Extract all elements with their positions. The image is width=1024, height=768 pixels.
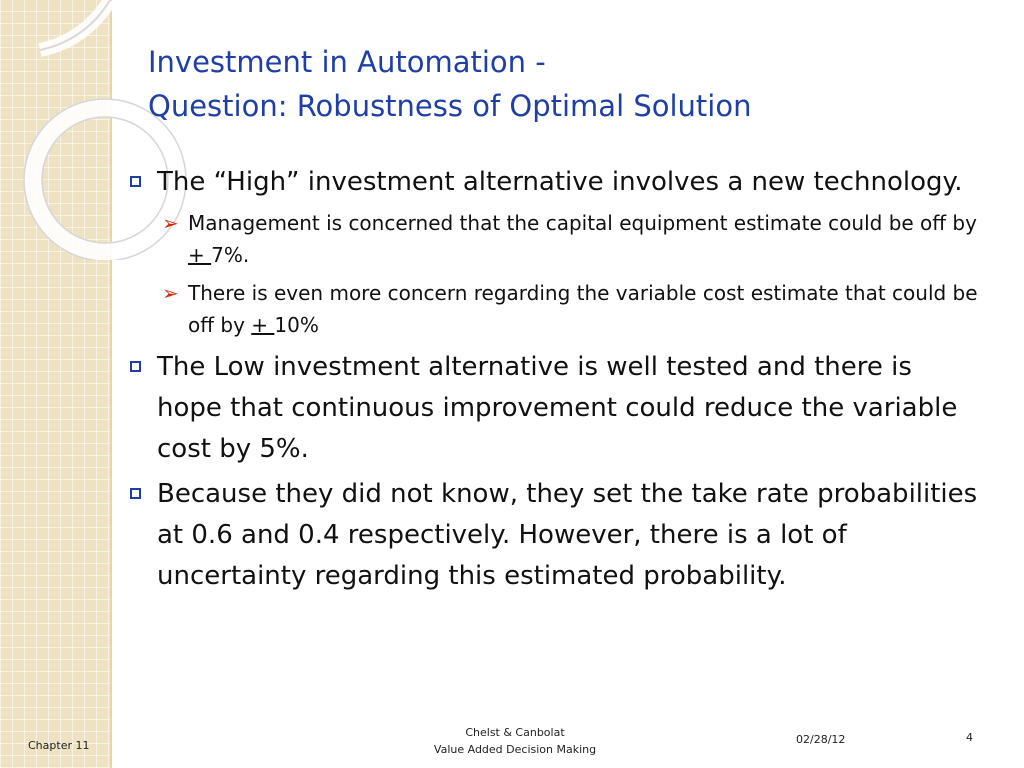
- plus-minus-underline: +: [188, 243, 212, 267]
- sub-bullet-1-value: 7%.: [211, 243, 250, 267]
- bullet-1: [122, 162, 982, 203]
- sub-bullet-2-value: 10%: [274, 313, 319, 337]
- slide-title-line-2: Question: Robustness of Optimal Solution: [148, 89, 752, 123]
- footer-date: 02/28/12: [796, 733, 846, 746]
- arrow-bullet-icon: ➢: [162, 281, 179, 305]
- arrow-bullet-icon: ➢: [162, 211, 179, 235]
- square-bullet-icon: [130, 176, 141, 187]
- bullet-1-text: The “High” investment alternative involves a new technology.: [157, 167, 963, 197]
- bullet-2-text: The Low investment alternative is well tested and there is hope that continuous improvement could reduce the variable cost by 5%.: [157, 352, 958, 464]
- bullet-2: [122, 347, 982, 470]
- slide-number: 4: [966, 731, 973, 744]
- slide-content: [122, 162, 982, 601]
- slide-title-line-1: Investment in Automation -: [148, 45, 546, 79]
- sub-bullet-1: [122, 207, 982, 271]
- footer-authors: Chelst & Canbolat: [465, 726, 565, 739]
- sub-bullet-2: [122, 277, 982, 341]
- sub-bullet-1-text: Management is concerned that the capital equipment estimate could be off by: [188, 211, 977, 235]
- bullet-3: [122, 474, 982, 597]
- square-bullet-icon: [130, 488, 141, 499]
- slide-title: [148, 40, 1008, 128]
- footer-book: Value Added Decision Making: [433, 743, 597, 756]
- footer-center: [410, 724, 620, 758]
- sub-bullet-2-text: There is even more concern regarding the variable cost estimate that could be off by: [188, 281, 978, 337]
- square-bullet-icon: [130, 361, 141, 372]
- plus-minus-underline: +: [251, 313, 275, 337]
- bullet-3-text: Because they did not know, they set the take rate probabilities at 0.6 and 0.4 respectively. However, there is a lot of uncertainty regarding this estimated probability.: [157, 479, 978, 591]
- footer-chapter: Chapter 11: [28, 739, 90, 752]
